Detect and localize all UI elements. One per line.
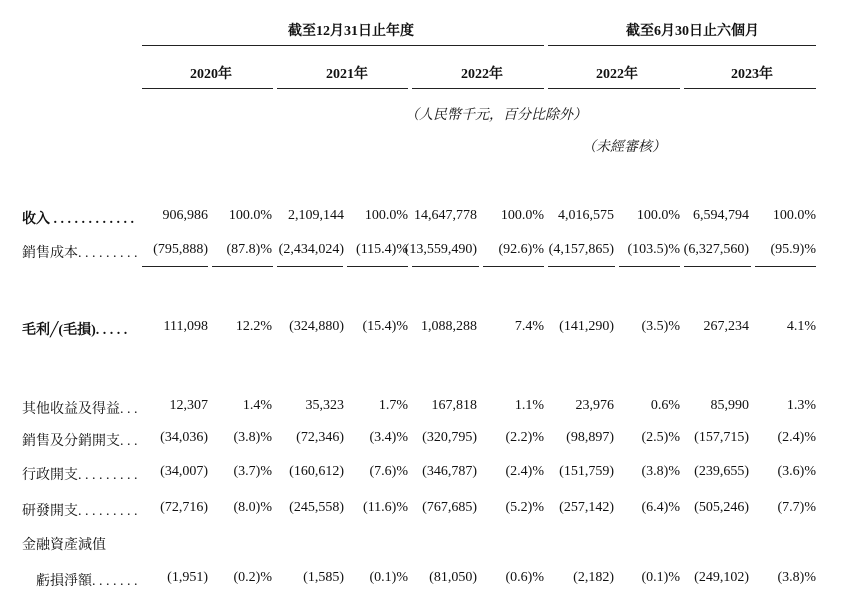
row-label-revenue: 收入 . . . . . . . . . . . . <box>22 212 134 227</box>
cell-rd-2023h1: (505,246) <box>694 500 749 515</box>
cell-imp-2020-pct: (0.2)% <box>233 570 272 585</box>
cell-oi-2021-pct: 1.7% <box>378 398 408 413</box>
cell-gp-2021-pct: (15.4)% <box>362 319 408 334</box>
cell-ae-2022h1-pct: (3.8)% <box>641 464 680 479</box>
subtotal-rule <box>347 266 408 267</box>
cell-revenue-2021: 2,109,144 <box>288 208 344 223</box>
cell-rd-2022h1: (257,142) <box>559 500 614 515</box>
subtotal-rule <box>142 266 208 267</box>
cell-revenue-2020: 906,986 <box>162 208 208 223</box>
header-group-six-months: 截至6月30日止六個月 <box>626 24 759 39</box>
cell-gp-2022: 1,088,288 <box>421 319 477 334</box>
row-label-cost-of-sales: 銷售成本. . . . . . . . . <box>22 246 138 261</box>
row-label-rd-expenses: 研發開支. . . . . . . . . <box>22 504 138 519</box>
cell-imp-2021: (1,585) <box>303 570 344 585</box>
cell-ae-2022-pct: (2.4)% <box>505 464 544 479</box>
cell-ae-2023h1-pct: (3.6)% <box>777 464 816 479</box>
cell-cost-2023h1: (6,327,560) <box>683 242 749 257</box>
row-label-other-income: 其他收益及得益. . . <box>22 402 138 417</box>
cell-ae-2021: (160,612) <box>289 464 344 479</box>
cell-rd-2021-pct: (11.6)% <box>363 500 408 515</box>
cell-gp-2022-pct: 7.4% <box>514 319 544 334</box>
cell-imp-2021-pct: (0.1)% <box>369 570 408 585</box>
year-header-2022-interim: 2022年 <box>596 67 638 82</box>
row-label-selling-expenses: 銷售及分銷開支. . . <box>22 434 138 449</box>
cell-rd-2020: (72,716) <box>160 500 208 515</box>
cell-imp-2022h1: (2,182) <box>573 570 614 585</box>
group-rule-year-ended <box>142 45 544 46</box>
cell-rd-2022-pct: (5.2)% <box>505 500 544 515</box>
year-header-2020: 2020年 <box>190 67 232 82</box>
row-label-gross-profit: 毛利╱(毛損). . . . . <box>22 323 128 338</box>
year-rule-2022 <box>412 88 544 89</box>
row-label-admin-expenses: 行政開支. . . . . . . . . <box>22 468 138 483</box>
cell-rd-2023h1-pct: (7.7)% <box>777 500 816 515</box>
cell-imp-2022-pct: (0.6)% <box>505 570 544 585</box>
cell-rd-2022: (767,685) <box>422 500 477 515</box>
cell-se-2021-pct: (3.4)% <box>369 430 408 445</box>
subtotal-rule <box>483 266 544 267</box>
cell-cost-2021-pct: (115.4)% <box>356 242 408 257</box>
year-rule-2020 <box>142 88 273 89</box>
cell-rd-2020-pct: (8.0)% <box>233 500 272 515</box>
cell-cost-2020: (795,888) <box>153 242 208 257</box>
cell-ae-2023h1: (239,655) <box>694 464 749 479</box>
subtotal-rule <box>212 266 273 267</box>
cell-revenue-2021-pct: 100.0% <box>364 208 408 223</box>
cell-se-2022: (320,795) <box>422 430 477 445</box>
cell-revenue-2022h1-pct: 100.0% <box>636 208 680 223</box>
cell-ae-2020: (34,007) <box>160 464 208 479</box>
cell-cost-2022: (13,559,490) <box>404 242 477 257</box>
subtotal-rule <box>277 266 343 267</box>
cell-rd-2021: (245,558) <box>289 500 344 515</box>
cell-revenue-2020-pct: 100.0% <box>228 208 272 223</box>
cell-imp-2022: (81,050) <box>429 570 477 585</box>
cell-oi-2020-pct: 1.4% <box>242 398 272 413</box>
cell-oi-2022: 167,818 <box>431 398 477 413</box>
cell-revenue-2022h1: 4,016,575 <box>558 208 614 223</box>
cell-ae-2021-pct: (7.6)% <box>369 464 408 479</box>
cell-imp-2023h1: (249,102) <box>694 570 749 585</box>
currency-note: （人民幣千元，百分比除外） <box>405 108 587 123</box>
cell-gp-2020-pct: 12.2% <box>235 319 272 334</box>
cell-gp-2023h1-pct: 4.1% <box>786 319 816 334</box>
cell-gp-2022h1-pct: (3.5)% <box>641 319 680 334</box>
cell-ae-2022: (346,787) <box>422 464 477 479</box>
header-group-year-ended: 截至12月31日止年度 <box>288 24 414 39</box>
cell-oi-2021: 35,323 <box>305 398 344 413</box>
cell-rd-2022h1-pct: (6.4)% <box>641 500 680 515</box>
cell-gp-2022h1: (141,290) <box>559 319 614 334</box>
cell-cost-2023h1-pct: (95.9)% <box>770 242 816 257</box>
cell-gp-2021: (324,880) <box>289 319 344 334</box>
cell-se-2022-pct: (2.2)% <box>505 430 544 445</box>
year-rule-2022-interim <box>548 88 680 89</box>
cell-ae-2020-pct: (3.7)% <box>233 464 272 479</box>
year-rule-2023-interim <box>684 88 816 89</box>
row-label-impairment-net-loss: 虧損淨額. . . . . . . <box>36 574 138 589</box>
subtotal-rule <box>684 266 751 267</box>
year-header-2022: 2022年 <box>461 67 503 82</box>
cell-revenue-2023h1-pct: 100.0% <box>772 208 816 223</box>
cell-se-2020-pct: (3.8)% <box>233 430 272 445</box>
cell-se-2020: (34,036) <box>160 430 208 445</box>
cell-se-2023h1-pct: (2.4)% <box>777 430 816 445</box>
row-label-impairment: 金融資產減值 <box>22 538 106 553</box>
cell-revenue-2022-pct: 100.0% <box>500 208 544 223</box>
subtotal-rule <box>548 266 615 267</box>
cell-oi-2023h1-pct: 1.3% <box>786 398 816 413</box>
cell-ae-2022h1: (151,759) <box>559 464 614 479</box>
group-rule-six-months <box>548 45 816 46</box>
cell-cost-2022-pct: (92.6)% <box>498 242 544 257</box>
subtotal-rule <box>412 266 479 267</box>
cell-imp-2022h1-pct: (0.1)% <box>641 570 680 585</box>
cell-oi-2022h1-pct: 0.6% <box>650 398 680 413</box>
unaudited-note: （未經審核） <box>582 140 666 155</box>
subtotal-rule <box>755 266 816 267</box>
cell-imp-2020: (1,951) <box>167 570 208 585</box>
cell-se-2021: (72,346) <box>296 430 344 445</box>
cell-oi-2020: 12,307 <box>169 398 208 413</box>
year-header-2021: 2021年 <box>326 67 368 82</box>
cell-cost-2021: (2,434,024) <box>278 242 344 257</box>
cell-oi-2023h1: 85,990 <box>710 398 749 413</box>
cell-se-2023h1: (157,715) <box>694 430 749 445</box>
cell-revenue-2023h1: 6,594,794 <box>693 208 749 223</box>
cell-se-2022h1: (98,897) <box>566 430 614 445</box>
cell-se-2022h1-pct: (2.5)% <box>641 430 680 445</box>
cell-gp-2023h1: 267,234 <box>703 319 749 334</box>
cell-cost-2020-pct: (87.8)% <box>226 242 272 257</box>
year-header-2023-interim: 2023年 <box>731 67 773 82</box>
year-rule-2021 <box>277 88 408 89</box>
subtotal-rule <box>619 266 680 267</box>
cell-gp-2020: 111,098 <box>163 319 208 334</box>
cell-oi-2022h1: 23,976 <box>575 398 614 413</box>
cell-revenue-2022: 14,647,778 <box>414 208 477 223</box>
cell-cost-2022h1: (4,157,865) <box>548 242 614 257</box>
cell-oi-2022-pct: 1.1% <box>514 398 544 413</box>
cell-imp-2023h1-pct: (3.8)% <box>777 570 816 585</box>
cell-cost-2022h1-pct: (103.5)% <box>627 242 680 257</box>
